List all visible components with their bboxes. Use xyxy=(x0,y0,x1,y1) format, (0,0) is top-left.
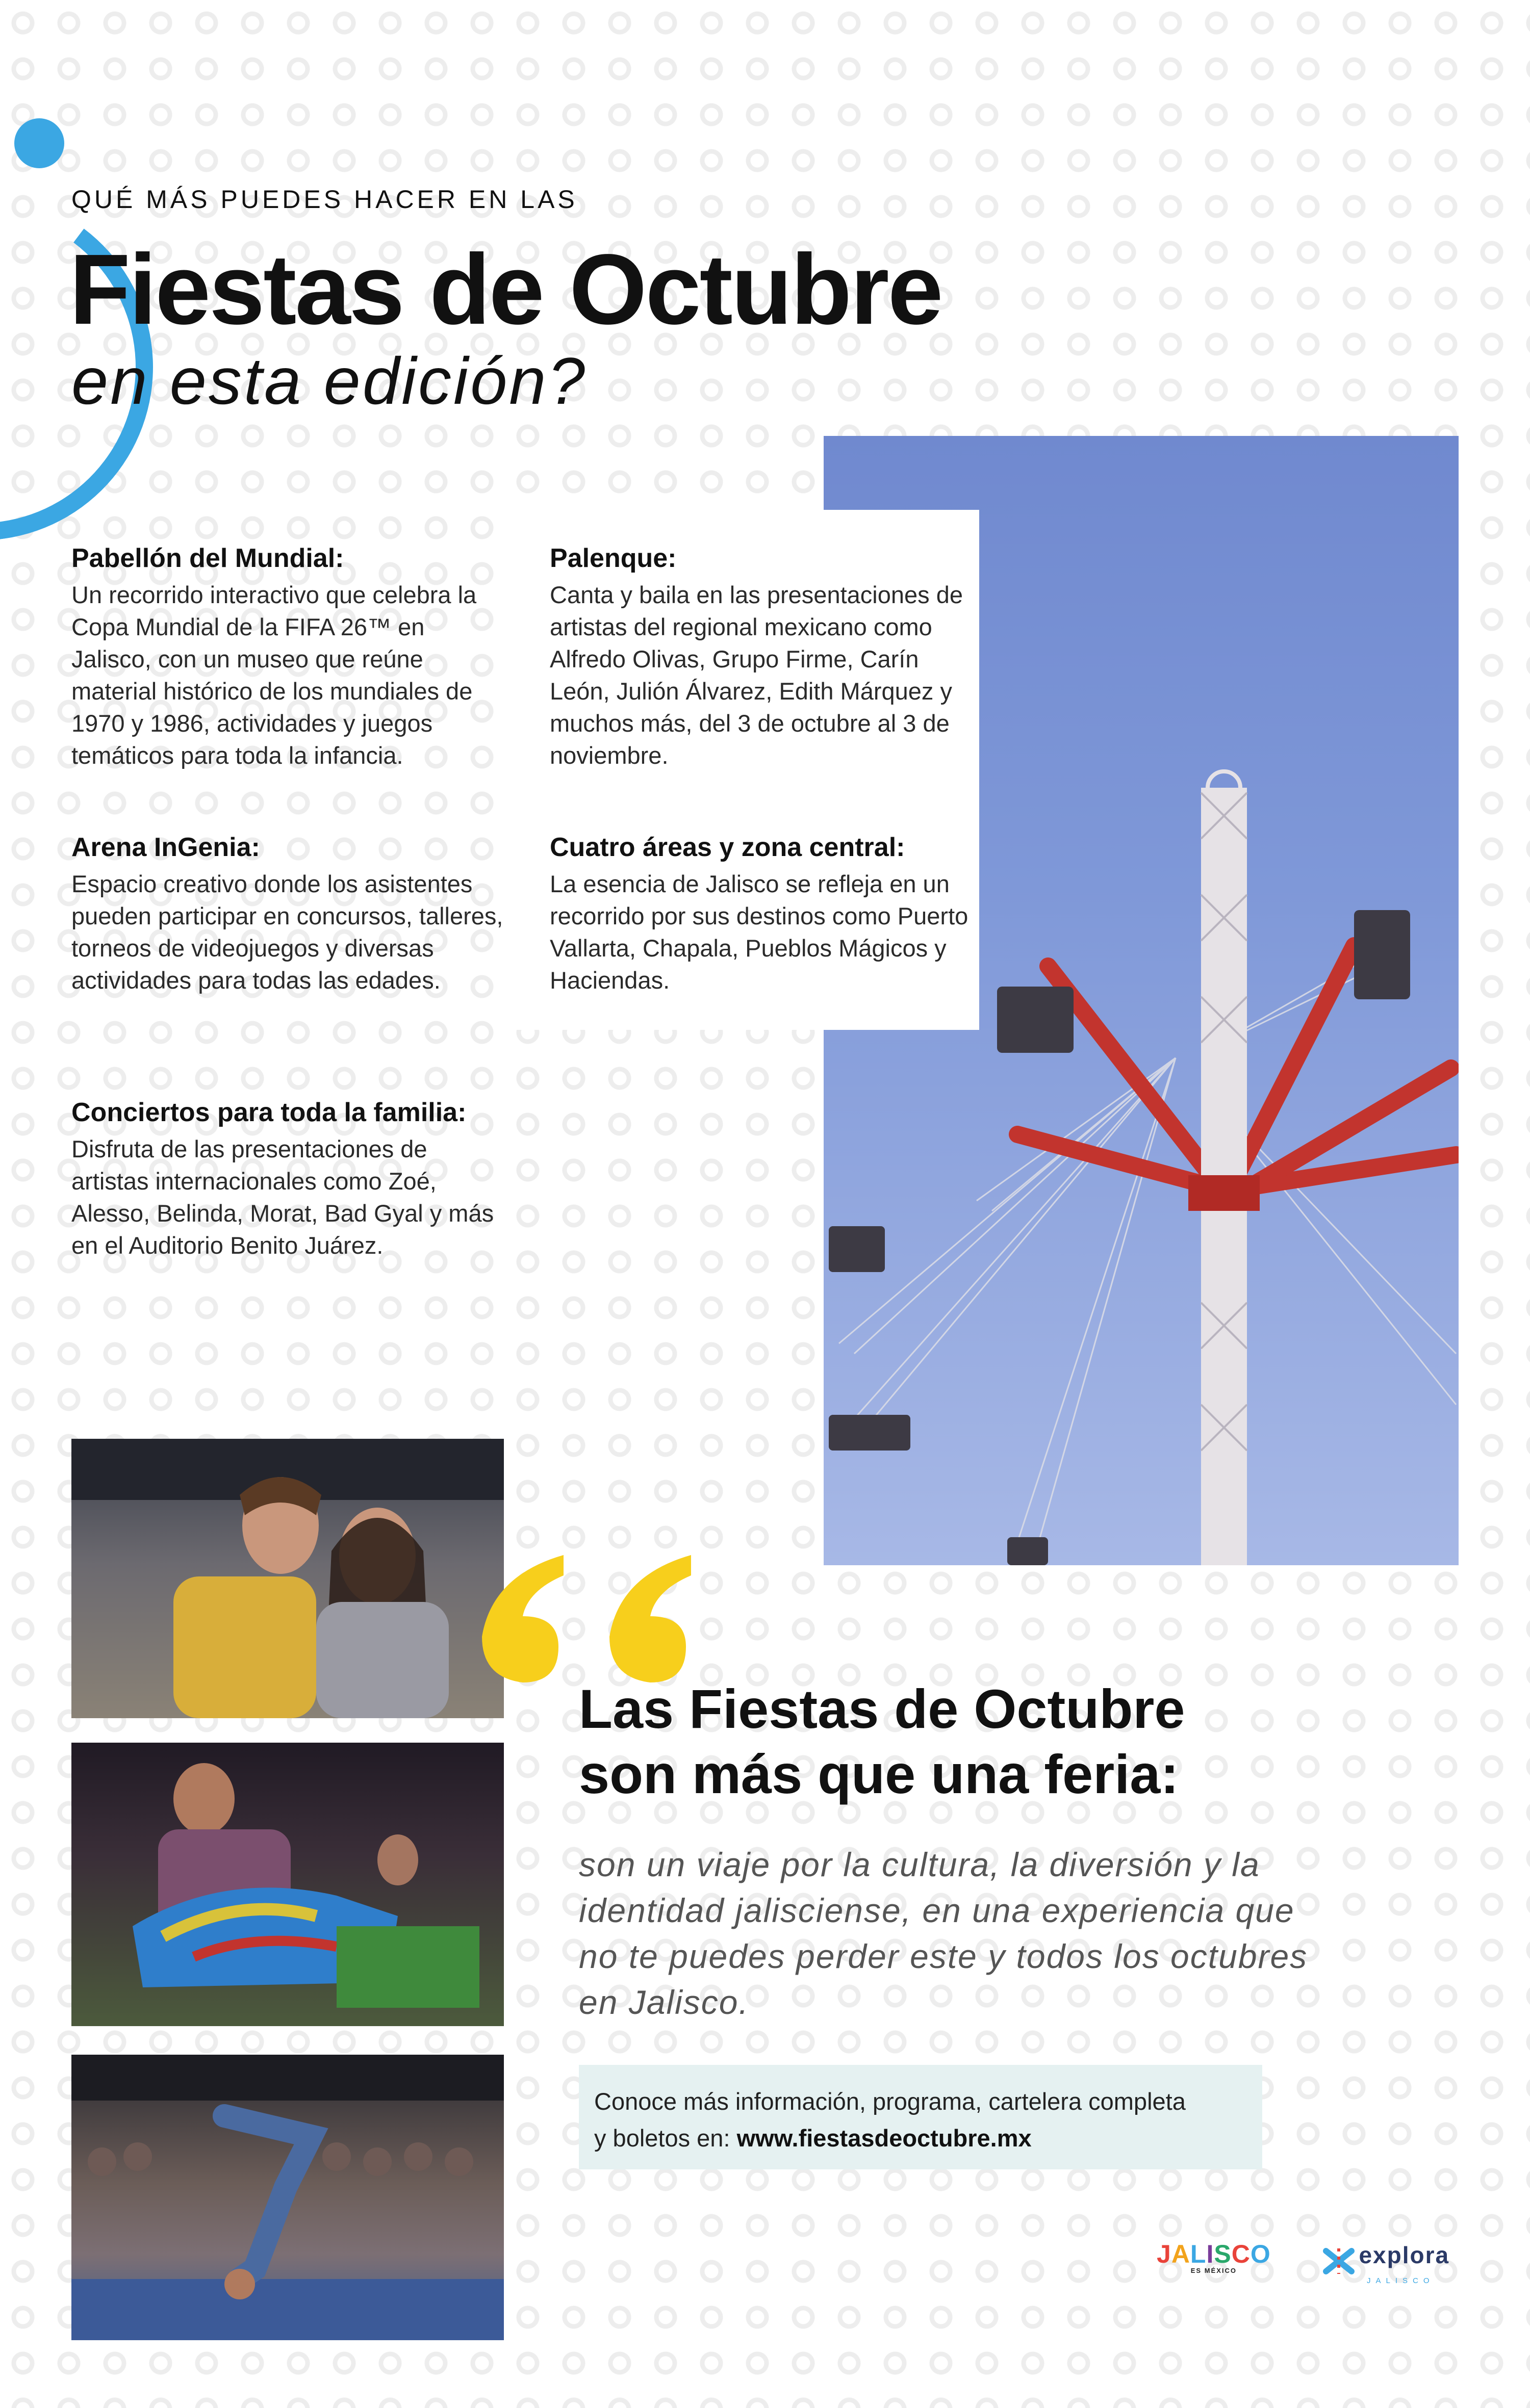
jalisco-logo xyxy=(1157,2239,1271,2274)
explora-logo-word: explora xyxy=(1359,2242,1450,2268)
section-heading: Cuatro áreas y zona central: xyxy=(550,833,905,862)
page-title: Fiestas de Octubre xyxy=(69,234,942,345)
couple-photo xyxy=(71,1439,504,1718)
ride-people-illustration xyxy=(71,1743,504,2026)
jalisco-logo-s: S xyxy=(1214,2240,1232,2268)
section-arena-ingenia xyxy=(71,832,510,996)
couple-illustration xyxy=(71,1439,504,1718)
jalisco-logo-a: A xyxy=(1171,2240,1190,2268)
quote-headline-line1: Las Fiestas de Octubre xyxy=(579,1678,1185,1740)
info-line2 xyxy=(594,2120,1247,2157)
breakdance-photo xyxy=(71,2055,504,2340)
section-heading: Arena InGenia: xyxy=(71,833,260,862)
page-subtitle: en esta edición? xyxy=(71,344,587,418)
info-prefix: y boletos en: xyxy=(594,2125,737,2152)
info-line1: Conoce más información, programa, cartelera completa xyxy=(594,2088,1186,2115)
jalisco-logo-c: C xyxy=(1231,2240,1251,2268)
section-palenque xyxy=(550,543,978,771)
jalisco-logo-l: L xyxy=(1190,2240,1207,2268)
section-conciertos xyxy=(71,1097,510,1261)
quote-headline-line2: son más que una feria: xyxy=(579,1743,1179,1805)
website-link[interactable]: www.fiestasdeoctubre.mx xyxy=(736,2125,1032,2152)
section-body: Un recorrido interactivo que celebra la Copa Mundial de la FIFA 26™ en Jalisco, con un museo que reúne material histórico de los mundiales de 1970 y 1986, actividades y juegos temáticos para toda la infancia. xyxy=(71,581,477,769)
header-kicker: QUÉ MÁS PUEDES HACER EN LAS xyxy=(71,185,578,214)
accent-dot xyxy=(14,118,64,168)
ride-people-photo xyxy=(71,1743,504,2026)
section-body: Canta y baila en las presentaciones de artistas del regional mexicano como Alfredo Olivas, Grupo Firme, Carín León, Julión Álvarez, Edith Márquez y muchos más, del 3 de octubre al 3 de noviembre. xyxy=(550,581,963,769)
jalisco-logo-o: O xyxy=(1250,2240,1271,2268)
section-heading: Conciertos para toda la familia: xyxy=(71,1098,467,1127)
explora-logo-sub: JALISCO xyxy=(1367,2276,1435,2285)
quote-headline xyxy=(579,1676,1185,1807)
section-body: La esencia de Jalisco se refleja en un recorrido por sus destinos como Puerto Vallarta, Chapala, Pueblos Mágicos y Haciendas. xyxy=(550,870,968,994)
quote-marks-icon xyxy=(462,1545,727,1698)
breakdance-illustration xyxy=(71,2055,504,2340)
quote-body: son un viaje por la cultura, la diversión y la identidad jalisciense, en una experiencia que no te puedes perder este y todos los octubres en Jalisco. xyxy=(579,1846,1308,2021)
more-info-box xyxy=(579,2065,1262,2169)
jalisco-logo-i: I xyxy=(1206,2240,1214,2268)
section-pabellon xyxy=(71,543,510,771)
section-heading: Pabellón del Mundial: xyxy=(71,543,344,573)
explora-x-icon xyxy=(1321,2246,1357,2276)
section-body: Espacio creativo donde los asistentes pueden participar en concursos, talleres, torneos de videojuegos y diversas actividades para todas las edades. xyxy=(71,870,503,994)
jalisco-logo-sub: ES MÉXICO xyxy=(1190,2267,1237,2274)
section-heading: Palenque: xyxy=(550,543,677,573)
section-body: Disfruta de las presentaciones de artistas internacionales como Zoé, Alesso, Belinda, Morat, Bad Gyal y más en el Auditorio Benito Juárez. xyxy=(71,1135,494,1259)
explora-logo xyxy=(1321,2241,1449,2285)
section-cuatro-areas xyxy=(550,832,978,996)
jalisco-logo-j: J xyxy=(1157,2240,1171,2268)
